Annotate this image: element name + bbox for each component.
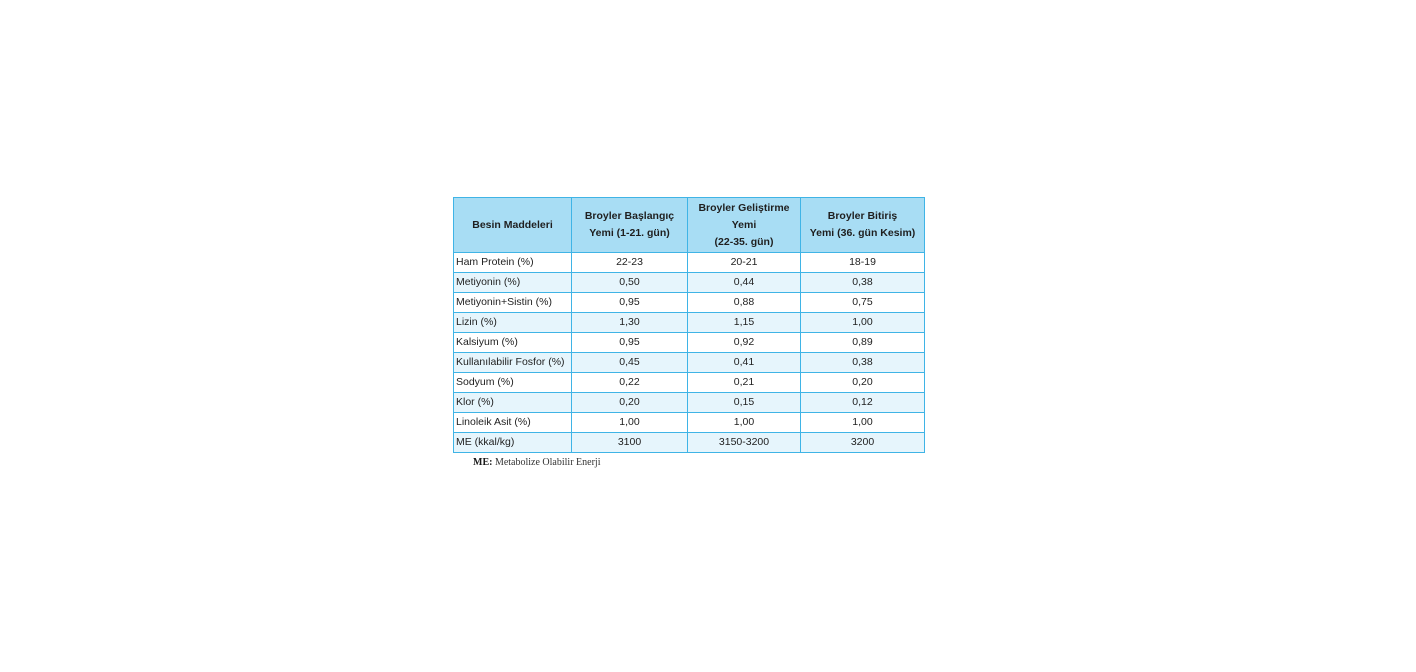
- starter-value: 22-23: [572, 253, 688, 273]
- finisher-value: 18-19: [801, 253, 925, 273]
- grower-value: 0,88: [688, 293, 801, 313]
- table-body: [454, 253, 925, 453]
- footnote-text: Metabolize Olabilir Enerji: [494, 457, 601, 468]
- finisher-value: 0,38: [801, 353, 925, 373]
- nutrient-name: Metiyonin (%): [454, 273, 572, 293]
- starter-value: 0,95: [572, 333, 688, 353]
- nutrient-requirements-table: [453, 197, 925, 453]
- table-footnote: [453, 457, 924, 468]
- finisher-value: 0,89: [801, 333, 925, 353]
- nutrient-name: Kalsiyum (%): [454, 333, 572, 353]
- finisher-value: 0,38: [801, 273, 925, 293]
- nutrient-table-container: [453, 197, 924, 468]
- table-row: [454, 433, 925, 453]
- table-row: [454, 393, 925, 413]
- finisher-value: 1,00: [801, 313, 925, 333]
- nutrient-name: ME (kkal/kg): [454, 433, 572, 453]
- nutrient-name: Metiyonin+Sistin (%): [454, 293, 572, 313]
- finisher-value: 0,12: [801, 393, 925, 413]
- table-row: [454, 253, 925, 273]
- grower-value: 0,21: [688, 373, 801, 393]
- footnote-key: ME:: [473, 457, 493, 468]
- finisher-value: 3200: [801, 433, 925, 453]
- nutrient-name: Ham Protein (%): [454, 253, 572, 273]
- finisher-value: 1,00: [801, 413, 925, 433]
- grower-value: 3150-3200: [688, 433, 801, 453]
- grower-value: 0,44: [688, 273, 801, 293]
- grower-value: 0,15: [688, 393, 801, 413]
- header-nutrients: Besin Maddeleri: [454, 198, 572, 253]
- finisher-value: 0,20: [801, 373, 925, 393]
- header-starter-feed: Broyler Başlangıç Yemi (1-21. gün): [572, 198, 688, 253]
- table-row: [454, 353, 925, 373]
- finisher-value: 0,75: [801, 293, 925, 313]
- grower-value: 0,92: [688, 333, 801, 353]
- table-header: [454, 198, 925, 253]
- grower-value: 1,00: [688, 413, 801, 433]
- nutrient-name: Sodyum (%): [454, 373, 572, 393]
- starter-value: 0,22: [572, 373, 688, 393]
- nutrient-name: Linoleik Asit (%): [454, 413, 572, 433]
- nutrient-name: Lizin (%): [454, 313, 572, 333]
- grower-value: 20-21: [688, 253, 801, 273]
- starter-value: 0,20: [572, 393, 688, 413]
- starter-value: 0,45: [572, 353, 688, 373]
- grower-value: 0,41: [688, 353, 801, 373]
- grower-value: 1,15: [688, 313, 801, 333]
- table-row: [454, 333, 925, 353]
- table-row: [454, 413, 925, 433]
- starter-value: 3100: [572, 433, 688, 453]
- nutrient-name: Kullanılabilir Fosfor (%): [454, 353, 572, 373]
- table-row: [454, 373, 925, 393]
- starter-value: 0,50: [572, 273, 688, 293]
- header-grower-feed: Broyler Geliştirme Yemi (22-35. gün): [688, 198, 801, 253]
- nutrient-name: Klor (%): [454, 393, 572, 413]
- header-finisher-feed: Broyler Bitiriş Yemi (36. gün Kesim): [801, 198, 925, 253]
- table-row: [454, 313, 925, 333]
- starter-value: 1,30: [572, 313, 688, 333]
- table-row: [454, 273, 925, 293]
- starter-value: 1,00: [572, 413, 688, 433]
- starter-value: 0,95: [572, 293, 688, 313]
- header-row: [454, 198, 925, 253]
- table-row: [454, 293, 925, 313]
